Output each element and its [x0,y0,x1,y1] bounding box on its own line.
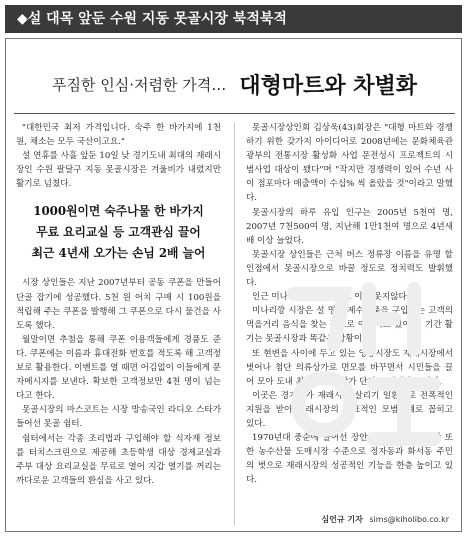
paragraph: 미나리깡 시장은 설 명절 제수용품을 구입하는 고객의 먹을거리 음식을 찾는 장소로 이용되고 있어 이 기간 활기는 못골시장과 똑같은 상황이다. [246,306,453,345]
article-frame [5,38,462,532]
paragraph: 쉼터에서는 각종 조리법과 구입해야 할 식자재 정보를 터치스크린으로 제공해 초등학생 대상 경제교실과 주부 대상 요리교실을 무료로 열어 지갑 열기를 꺼리는 까다로운 고객들의 환심을 사고 있다. [16,433,221,486]
article-column-left [16,121,221,521]
paragraph: 못골시장의 하루 유입 인구는 2005년 5천여 명, 2007년 7천500여 명, 지난해 1만1천여 명으로 4년새 배 이상 늘었다. [246,207,453,246]
subheading: 최근 4년새 오가는 손님 2배 늘어 [31,246,206,261]
byline [321,514,449,525]
section-banner: ◆설 대목 앞둔 수원 지동 못골시장 북적북적 [5,5,462,33]
paragraph: 또 현변을 사이에 두고 있는 영동시장도 재래시장에서 벗어나 첨단 의류상가로 면모를 바꾸면서 시민들을 끌어 모아 도내 최고의 의류상가 단지로 태어나고 있다. [246,348,453,387]
subheadings [16,201,221,264]
paragraph: 못골시장 상인들은 근처 버스 정류장 이름을 유명 할인점에서 못골시장으로 바꿀 정도로 정치력도 발휘했다. [246,249,453,289]
headline [6,69,463,105]
paragraph: 시장 상인들은 지난 2007년부터 공동 쿠폰을 만들어 단골 잡기에 성공했다. 5천 원 어치 구매 시 100원을 적립해 주는 쿠폰을 발행해 그 쿠폰으로 다시 물건을 사도록 했다. [16,278,221,331]
paragraph: 못골시장상인회 김상욱(43)회장은 "대형 마트와 경쟁하기 위한 갖가지 아이디어로 2008년에는 문화체육관광부의 전통시장 활성화 사업 문전성시 프로젝트의 시범사업 대상이 됐다"며 "작지만 경쟁력이 있어 수년 사이 점포마다 매출액이 수십% 씩 올랐을 것"이라고 말했다. [246,123,453,204]
paragraph: 못골시장의 마스코트는 시장 방송국인 라디오 스타가 들어선 못골 쉼터. [16,405,221,430]
headline-main: 대형마트와 차별화 [239,74,417,99]
paragraph: 이곳은 경기도가 재래시장 살리기 일환으로 전폭적인 지원을 받아 재래시장의 대표적인 모범사례로 꼽히고 있다. [246,390,453,429]
subheading: 무료 요리교실 등 고객관심 끌어 [36,225,201,240]
headline-kicker: 푸짐한 인심·저렴한 가격… [52,76,227,94]
reporter-name: 심언규 기자 [321,515,363,524]
paragraph: "대한민국 최저 가격입니다. 숙주 한 바가지에 1천 원, 채소는 모두 국산이고요." [16,123,221,148]
paragraph: 월말이면 추첨을 통해 쿠폰 이용객들에게 경품도 준다. 쿠폰에는 이름과 휴대전화 번호를 적도록 해 고객정보로 활용한다. 이벤트를 열 때면 어김없이 이들에게 문자메시지를 보낸다. 확보한 고객정보만 4천 명이 넘는다고 한다. [16,334,221,402]
column-divider [234,123,235,525]
headline-rule [14,113,455,114]
paragraph: 설 연휴를 사흘 앞둔 10일 낮 경기도내 최대의 재래시장인 수원 팔달구 지동 못골시장은 겨울비가 내렸지만 활기로 넘쳤다. [16,151,221,190]
subheading: 1000원이면 숙주나물 한 바가지 [33,204,204,219]
paragraph: 1970년대 중순에 들어선 장안구 화서동 화서시장 또한 농수산물 도매시장 수준으로 정자동과 화서동 주민의 벗으로 재래시장의 성공적인 기능을 한층 높이고 있다. [246,433,453,486]
article-column-right [246,121,453,523]
reporter-email: sims@kiholibo.co.kr [369,515,449,524]
paragraph: 인근 미나리깡 시장 활기도 이에 못지않다. [252,292,410,303]
